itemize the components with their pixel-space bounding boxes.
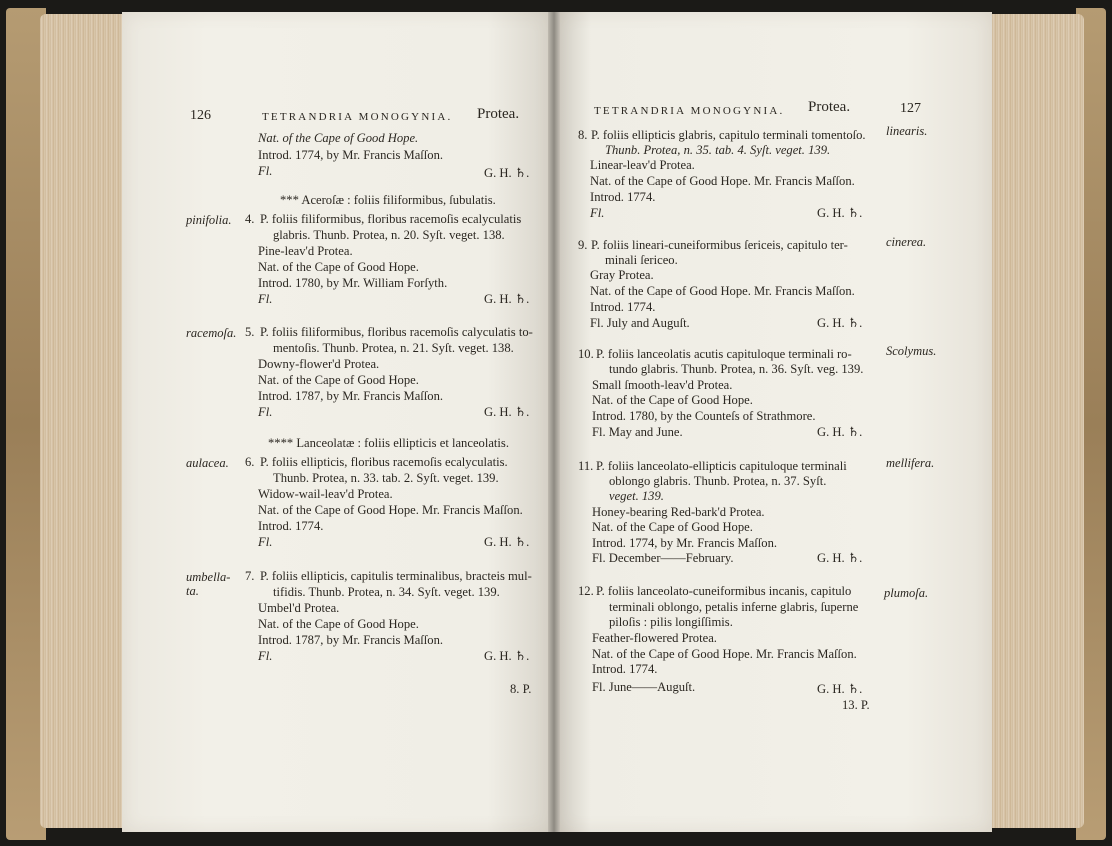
book-gutter xyxy=(548,12,560,832)
right-folio: 127 xyxy=(900,101,921,116)
entry-number: 4. xyxy=(245,212,255,226)
entry-diagnosis-line: P. foliis lineari-cuneiformibus ſericeis, capitulo ter- xyxy=(591,238,848,252)
entry-introd: Introd. 1774. xyxy=(258,519,324,533)
entry-english-name: Gray Protea. xyxy=(590,268,654,282)
entry-fl: Fl. June——Auguſt. xyxy=(592,680,696,694)
entry-number: 9. xyxy=(578,238,588,252)
entry-gh: G. H. ♄. xyxy=(817,206,863,220)
entry-english-name: Feather-flowered Protea. xyxy=(592,631,717,645)
entry-gh: G. H. ♄. xyxy=(817,425,863,439)
entry-fl: Fl. xyxy=(258,292,273,306)
entry-nat: Nat. of the Cape of Good Hope. xyxy=(592,520,753,534)
entry-diagnosis-line: oblongo glabris. Thunb. Protea, n. 37. Syſt. xyxy=(609,474,827,488)
section-head-lanceolatae: **** Lanceolatæ : foliis ellipticis et lanceolatis. xyxy=(268,436,509,450)
entry-gh: G. H. ♄. xyxy=(484,535,530,549)
entry-gh: G. H. ♄. xyxy=(484,292,530,306)
entry-nat: Nat. of the Cape of Good Hope. Mr. Francis Maſſon. xyxy=(590,174,855,188)
entry-introd: Introd. 1774. xyxy=(590,300,656,314)
entry-english-name: Widow-wail-leav'd Protea. xyxy=(258,487,393,501)
entry-introd: Introd. 1787, by Mr. Francis Maſſon. xyxy=(258,389,444,403)
entry-introd: Introd. 1774. xyxy=(592,662,658,676)
entry-diagnosis-line: P. foliis lanceolato-ellipticis capituloque terminali xyxy=(596,459,847,473)
entry-fl: Fl. December——February. xyxy=(592,551,734,565)
entry-fl: Fl. May and June. xyxy=(592,425,683,439)
entry-diagnosis-line: P. foliis lanceolato-cuneiformibus incanis, capitulo xyxy=(596,584,852,598)
entry-diagnosis-line: glabris. Thunb. Protea, n. 20. Syſt. veget. 138. xyxy=(273,228,505,242)
entry-nat: Nat. of the Cape of Good Hope. xyxy=(592,393,753,407)
entry-gh: G. H. ♄. xyxy=(817,682,863,696)
entry-number: 12. xyxy=(578,584,594,598)
entry-number: 8. xyxy=(578,128,588,142)
entry-introd: Introd. 1774. xyxy=(590,190,656,204)
left-running-head: TETRANDRIA MONOGYNIA. xyxy=(262,111,453,123)
page-edges-left xyxy=(40,14,130,828)
page-edges-right xyxy=(992,14,1084,828)
margin-name: cinerea. xyxy=(886,235,927,249)
entry-gh: G. H. ♄. xyxy=(484,405,530,419)
entry-english-name: Downy-flower'd Protea. xyxy=(258,357,380,371)
entry-nat: Nat. of the Cape of Good Hope. xyxy=(258,260,419,274)
entry-gh: G. H. ♄. xyxy=(484,649,530,663)
entry-diagnosis-line: P. foliis ellipticis, capitulis terminalibus, bracteis mul- xyxy=(260,569,532,583)
left-catchword: 8. P. xyxy=(510,682,532,696)
entry-introd: Introd. 1787, by Mr. Francis Maſſon. xyxy=(258,633,444,647)
margin-name: pinifolia. xyxy=(186,213,232,227)
entry-diagnosis-line: P. foliis lanceolatis acutis capituloque terminali ro- xyxy=(596,347,852,361)
entry-number: 7. xyxy=(245,569,255,583)
entry-english-name: Pine-leav'd Protea. xyxy=(258,244,353,258)
entry-english-name: Linear-leav'd Protea. xyxy=(590,158,695,172)
entry-diagnosis-line: P. foliis ellipticis glabris, capitulo terminali tomentoſo. xyxy=(591,128,866,142)
entry-diagnosis-line: tundo glabris. Thunb. Protea, n. 36. Syſt. veg. 139. xyxy=(609,362,864,376)
entry-diagnosis-line: minali ſericeo. xyxy=(605,253,678,267)
entry-introd: Introd. 1780, by Mr. William Forſyth. xyxy=(258,276,448,290)
cont-fl: Fl. xyxy=(258,164,273,178)
right-catchword: 13. P. xyxy=(842,698,870,712)
margin-name: plumoſa. xyxy=(884,586,929,600)
entry-diagnosis-line: P. foliis filiformibus, floribus racemoſis calyculatis to- xyxy=(260,325,533,339)
left-folio: 126 xyxy=(190,108,211,123)
entry-diagnosis-line: Thunb. Protea, n. 35. tab. 4. Syſt. veget. 139. xyxy=(605,143,831,157)
entry-gh: G. H. ♄. xyxy=(817,316,863,330)
entry-nat: Nat. of the Cape of Good Hope. Mr. Francis Maſſon. xyxy=(258,503,523,517)
section-head-acerosae: *** Aceroſæ : foliis filiformibus, ſubulatis. xyxy=(280,193,496,207)
cont-introd: Introd. 1774, by Mr. Francis Maſſon. xyxy=(258,148,444,162)
margin-name: mellifera. xyxy=(886,456,935,470)
entry-diagnosis-line: tifidis. Thunb. Protea, n. 34. Syſt. veget. 139. xyxy=(273,585,500,599)
margin-name: racemoſa. xyxy=(186,326,237,340)
entry-diagnosis-line: P. foliis ellipticis, floribus racemoſis ecalyculatis. xyxy=(260,455,508,469)
right-genus: Protea. xyxy=(808,99,851,115)
entry-number: 11. xyxy=(578,459,594,473)
entry-fl: Fl. xyxy=(590,206,605,220)
entry-diagnosis-line: piloſis : pilis longiſſimis. xyxy=(609,615,733,629)
entry-nat: Nat. of the Cape of Good Hope. Mr. Francis Maſſon. xyxy=(592,647,857,661)
margin-name: umbella- xyxy=(186,570,231,584)
margin-name: ta. xyxy=(186,584,199,598)
entry-introd: Introd. 1774, by Mr. Francis Maſſon. xyxy=(592,536,778,550)
entry-english-name: Honey-bearing Red-bark'd Protea. xyxy=(592,505,765,519)
entry-nat: Nat. of the Cape of Good Hope. xyxy=(258,373,419,387)
margin-name: Scolymus. xyxy=(886,344,937,358)
cont-nat: Nat. of the Cape of Good Hope. xyxy=(258,131,419,145)
right-running-head: TETRANDRIA MONOGYNIA. xyxy=(594,105,785,117)
entry-english-name: Umbel'd Protea. xyxy=(258,601,340,615)
entry-nat: Nat. of the Cape of Good Hope. xyxy=(258,617,419,631)
entry-gh: G. H. ♄. xyxy=(817,551,863,565)
entry-diagnosis-line: terminali oblongo, petalis inferne glabris, ſuperne xyxy=(609,600,859,614)
entry-diagnosis-line: mentoſis. Thunb. Protea, n. 21. Syſt. veget. 138. xyxy=(273,341,514,355)
entry-number: 5. xyxy=(245,325,255,339)
left-genus: Protea. xyxy=(477,106,520,122)
entry-english-name: Small ſmooth-leav'd Protea. xyxy=(592,378,733,392)
margin-name: aulacea. xyxy=(186,456,229,470)
entry-diagnosis-line: P. foliis filiformibus, floribus racemoſis ecalyculatis xyxy=(260,212,522,226)
entry-number: 10. xyxy=(578,347,594,361)
entry-fl: Fl. xyxy=(258,405,273,419)
margin-name: linearis. xyxy=(886,124,928,138)
entry-fl: Fl. July and Auguſt. xyxy=(590,316,690,330)
entry-number: 6. xyxy=(245,455,255,469)
entry-introd: Introd. 1780, by the Counteſs of Strathmore. xyxy=(592,409,816,423)
entry-diagnosis-line: veget. 139. xyxy=(609,489,664,503)
entry-fl: Fl. xyxy=(258,535,273,549)
cont-gh: G. H. ♄. xyxy=(484,166,530,180)
entry-diagnosis-line: Thunb. Protea, n. 33. tab. 2. Syſt. veget. 139. xyxy=(273,471,499,485)
entry-fl: Fl. xyxy=(258,649,273,663)
entry-nat: Nat. of the Cape of Good Hope. Mr. Francis Maſſon. xyxy=(590,284,855,298)
